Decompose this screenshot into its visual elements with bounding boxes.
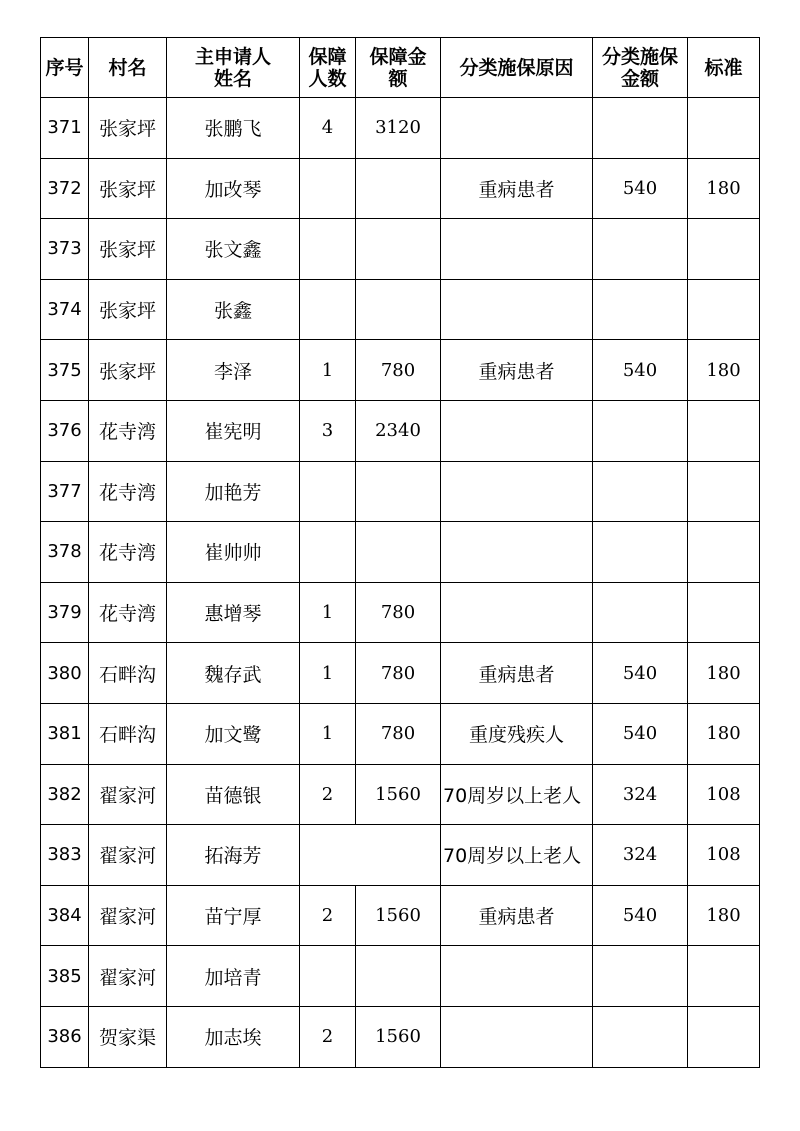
table-row [41,643,760,704]
cell-reason [441,461,593,522]
cell-applicant: 张鑫 [167,279,300,340]
cell-amount [356,522,441,583]
cell-standard [688,400,760,461]
cell-persons: 3 [300,400,356,461]
cell-village: 花寺湾 [89,582,167,643]
cell-persons: 1 [300,582,356,643]
cell-amount: 1560 [356,1006,441,1067]
cell-standard: 180 [688,158,760,219]
cell-amount [356,946,441,1007]
cell-persons [300,461,356,522]
cell-amount [356,279,441,340]
cell-reason [441,522,593,583]
cell-persons [300,946,356,1007]
cell-persons [300,219,356,280]
cell-cat-amount [593,582,688,643]
cell-village: 翟家河 [89,885,167,946]
cell-cat-amount [593,219,688,280]
cell-persons: 4 [300,98,356,159]
cell-applicant: 拓海芳 [167,825,300,886]
cell-standard: 180 [688,340,760,401]
cell-seq: 381 [41,703,89,764]
cell-cat-amount [593,1006,688,1067]
cell-standard [688,219,760,280]
cell-reason [441,1006,593,1067]
cell-village: 翟家河 [89,764,167,825]
table-row [41,703,760,764]
cell-cat-amount: 324 [593,825,688,886]
cell-seq: 377 [41,461,89,522]
header-amount: 保障金额 [356,38,441,98]
cell-seq: 382 [41,764,89,825]
header-standard: 标准 [688,38,760,98]
cell-amount: 780 [356,703,441,764]
cell-standard: 180 [688,703,760,764]
cell-standard [688,522,760,583]
cell-seq: 374 [41,279,89,340]
cell-village: 贺家渠 [89,1006,167,1067]
cell-seq: 376 [41,400,89,461]
cell-persons: 2 [300,1006,356,1067]
cell-village: 张家坪 [89,279,167,340]
cell-reason: 重度残疾人 [441,703,593,764]
cell-amount: 780 [356,340,441,401]
cell-amount: 780 [356,582,441,643]
header-village: 村名 [89,38,167,98]
table-row [41,946,760,1007]
table-row [41,1006,760,1067]
cell-applicant: 加艳芳 [167,461,300,522]
cell-reason: 重病患者 [441,158,593,219]
cell-amount: 3120 [356,98,441,159]
cell-applicant: 崔宪明 [167,400,300,461]
table-row [41,400,760,461]
cell-seq: 373 [41,219,89,280]
table-row [41,158,760,219]
cell-amount [356,461,441,522]
cell-applicant: 张文鑫 [167,219,300,280]
cell-standard [688,946,760,1007]
cell-village: 花寺湾 [89,522,167,583]
cell-seq: 375 [41,340,89,401]
cell-standard: 180 [688,885,760,946]
cell-standard: 180 [688,643,760,704]
cell-seq: 378 [41,522,89,583]
cell-amount [356,825,441,886]
assistance-table [40,37,760,1068]
cell-persons [300,825,356,886]
cell-cat-amount [593,461,688,522]
cell-standard [688,461,760,522]
header-persons: 保障人数 [300,38,356,98]
cell-standard: 108 [688,764,760,825]
cell-standard: 108 [688,825,760,886]
cell-cat-amount: 540 [593,885,688,946]
cell-village: 石畔沟 [89,643,167,704]
cell-village: 石畔沟 [89,703,167,764]
cell-persons [300,522,356,583]
table-row [41,279,760,340]
cell-persons: 2 [300,764,356,825]
cell-amount: 1560 [356,885,441,946]
table-row [41,461,760,522]
cell-reason [441,98,593,159]
cell-standard [688,1006,760,1067]
cell-reason [441,279,593,340]
cell-applicant: 苗德银 [167,764,300,825]
table-row [41,825,760,886]
cell-reason [441,400,593,461]
cell-cat-amount: 540 [593,158,688,219]
cell-applicant: 李泽 [167,340,300,401]
header-reason: 分类施保原因 [441,38,593,98]
cell-cat-amount: 540 [593,643,688,704]
table-row [41,885,760,946]
cell-village: 张家坪 [89,158,167,219]
table-row [41,98,760,159]
cell-amount [356,158,441,219]
cell-applicant: 加志埃 [167,1006,300,1067]
cell-village: 张家坪 [89,340,167,401]
cell-reason: 重病患者 [441,885,593,946]
cell-persons: 1 [300,643,356,704]
cell-seq: 379 [41,582,89,643]
cell-cat-amount: 540 [593,340,688,401]
cell-persons: 2 [300,885,356,946]
cell-reason: 重病患者 [441,643,593,704]
cell-amount: 1560 [356,764,441,825]
header-seq: 序号 [41,38,89,98]
header-applicant: 主申请人姓名 [167,38,300,98]
table-row [41,340,760,401]
cell-seq: 383 [41,825,89,886]
cell-amount [356,219,441,280]
cell-applicant: 加培青 [167,946,300,1007]
cell-village: 花寺湾 [89,400,167,461]
cell-reason: 重病患者 [441,340,593,401]
header-row [41,38,760,98]
table-row [41,522,760,583]
cell-reason [441,219,593,280]
cell-reason [441,946,593,1007]
table-row [41,764,760,825]
cell-cat-amount: 324 [593,764,688,825]
cell-village: 张家坪 [89,98,167,159]
cell-cat-amount [593,400,688,461]
cell-applicant: 崔帅帅 [167,522,300,583]
cell-reason [441,582,593,643]
cell-amount: 780 [356,643,441,704]
cell-village: 花寺湾 [89,461,167,522]
table-row [41,582,760,643]
cell-cat-amount [593,98,688,159]
cell-village: 张家坪 [89,219,167,280]
cell-seq: 372 [41,158,89,219]
cell-persons [300,158,356,219]
cell-applicant: 张鹏飞 [167,98,300,159]
cell-standard [688,279,760,340]
cell-persons [300,279,356,340]
cell-applicant: 加改琴 [167,158,300,219]
cell-seq: 380 [41,643,89,704]
cell-village: 翟家河 [89,825,167,886]
cell-cat-amount [593,522,688,583]
cell-village: 翟家河 [89,946,167,1007]
cell-seq: 371 [41,98,89,159]
cell-cat-amount [593,279,688,340]
cell-reason: 70周岁以上老人 [441,764,593,825]
cell-reason: 70周岁以上老人 [441,825,593,886]
cell-amount: 2340 [356,400,441,461]
cell-applicant: 苗宁厚 [167,885,300,946]
table-row [41,219,760,280]
header-cat-amount: 分类施保金额 [593,38,688,98]
cell-applicant: 魏存武 [167,643,300,704]
cell-persons: 1 [300,703,356,764]
cell-standard [688,98,760,159]
cell-seq: 385 [41,946,89,1007]
cell-standard [688,582,760,643]
cell-applicant: 加文鹭 [167,703,300,764]
cell-seq: 384 [41,885,89,946]
cell-cat-amount: 540 [593,703,688,764]
cell-cat-amount [593,946,688,1007]
cell-seq: 386 [41,1006,89,1067]
cell-applicant: 惠增琴 [167,582,300,643]
cell-persons: 1 [300,340,356,401]
